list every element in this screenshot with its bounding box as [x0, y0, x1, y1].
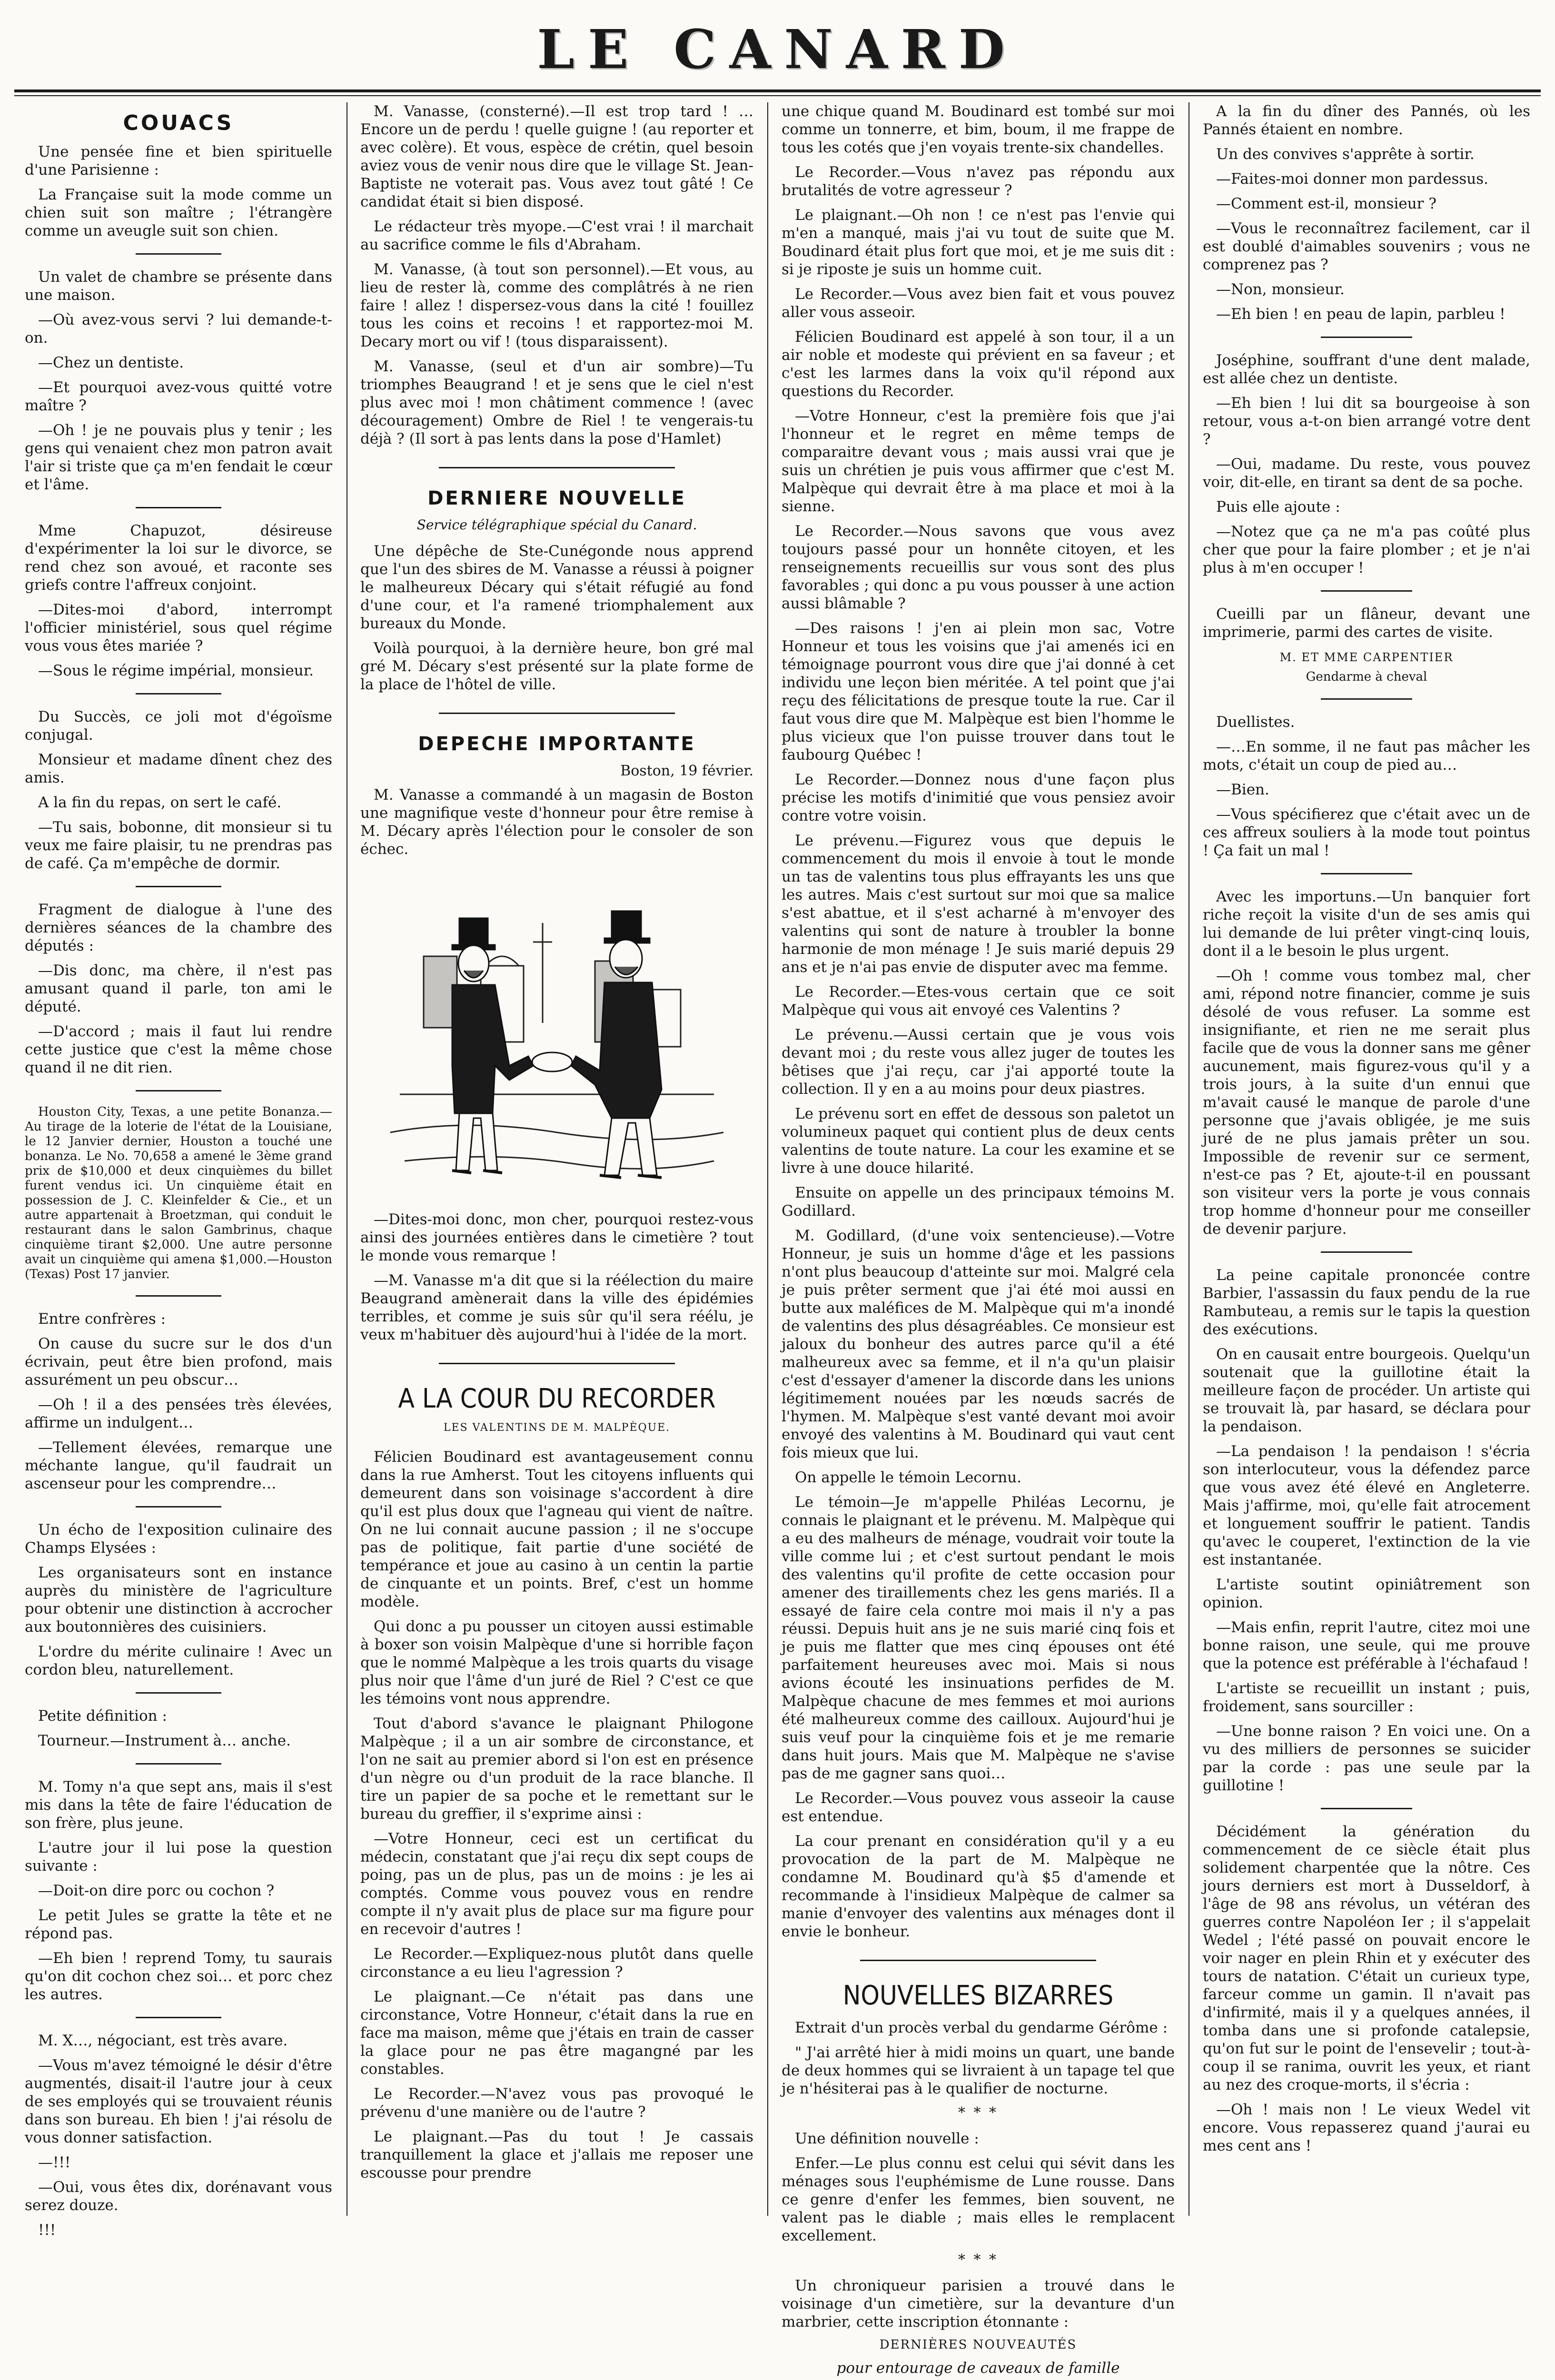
paragraph: " J'ai arrêté hier à midi moins un quart, une bande de deux hommes qui se livraient à un tapage tel que je n'hésiterai pas à le qualifier de nocturne.: [782, 2044, 1175, 2097]
paragraph: L'ordre du mérite culinaire ! Avec un cordon bleu, naturellement.: [25, 1643, 332, 1678]
paragraph: Entre confrères :: [38, 1310, 166, 1328]
paragraph: Monsieur et madame dînent chez des amis.: [25, 751, 332, 786]
paragraph: Les organisateurs sont en instance auprès du ministère de l'agriculture pour obtenir une distinction à accrocher aux boutonnières des cuisiniers.: [25, 1564, 332, 1636]
paragraph: M. X…, négociant, est très avare.: [38, 2032, 288, 2049]
masthead-rule: [14, 89, 1541, 92]
column-3: [771, 102, 1185, 2377]
paragraph: —Doit-on dire porc ou cochon ?: [38, 1882, 275, 1899]
paragraph: Le Recorder.—Vous n'avez pas répondu aux brutalités de votre agresseur ?: [782, 164, 1175, 199]
paragraph: —Eh bien ! en peau de lapin, parbleu !: [1216, 306, 1505, 323]
paragraph: Fragment de dialogue à l'une des dernières séances de la chambre des députés :: [25, 901, 332, 954]
depeche-heading: DEPECHE IMPORTANTE: [418, 733, 696, 755]
paragraph: —Oui, madame. Du reste, vous pouvez voir, dit-elle, en tirant sa dent de sa poche.: [1203, 456, 1530, 491]
asterism: * * *: [958, 2251, 999, 2268]
paragraph: La cour prenant en considération qu'il y a eu provocation de la part de M. Malpèque ne condamne M. Boudinard qu'à $5 d'amende et recommande à l'insidieux Malpèque de calmer sa manie d'envoyer des valentins aux ménages dont il envie le bonheur.: [782, 1833, 1175, 1940]
separator: [136, 1506, 222, 1507]
paragraph: —!!!: [38, 2154, 71, 2171]
column-rule: [767, 102, 768, 2216]
separator: [1321, 1808, 1413, 1809]
paragraph: Le témoin—Je m'appelle Philéas Lecornu, je connais le plaignant et le prévenu. M. Malpèque qui a eu des malheurs de ménage, voudrait voir toute la ville comme lui ; et c'est surtout pendant le mois des valentins qu'il profite de cette occasion pour amener des tiraillements chez les gens mariés. Il a essayé de faire cela contre moi mais il n'y a pas réussi. Depuis huit ans je ne suis marié cinq fois et je puis me flatter que mes cinq épouses ont été parfaitement heureuses avec moi. Mais si nous avions écouté les insinuations perfides de M. Malpèque chacune de mes femmes et moi aurions été malheureux comme des cailloux. Aujourd'hui je suis veuf pour la cinquième fois et je me remarie dans huit jours. Mais que M. Malpèque ne s'avise pas de me gagner sans quoi…: [782, 1494, 1175, 1782]
cour-recorder-subtitle: LES VALENTINS DE M. MALPÈQUE.: [443, 1422, 671, 1434]
paragraph: —Dites-moi donc, mon cher, pourquoi restez-vous ainsi des journées entières dans le cimetière ? tout le monde vous remarque !: [360, 1211, 753, 1264]
separator: [136, 1090, 222, 1091]
paragraph: —D'accord ; mais il faut lui rendre cette justice que c'est la même chose quand il ne dit rien.: [25, 1023, 332, 1076]
column-4: [1192, 102, 1541, 2216]
paragraph: Une pensée fine et bien spirituelle d'une Parisienne :: [25, 143, 332, 178]
visiting-card-name: M. ET MME CARPENTIER: [1279, 651, 1454, 664]
asterism: * * *: [958, 2104, 999, 2121]
paragraph: —Sous le régime impérial, monsieur.: [38, 662, 314, 679]
paragraph: —M. Vanasse m'a dit que si la réélection du maire Beaugrand amènerait dans la ville des épidémies terribles, et comme je suis sûr qu'il sera réélu, je veux m'habituer dès aujourd'hui à l'idée de la mort.: [360, 1272, 753, 1343]
paragraph: —Mais enfin, reprit l'autre, citez moi une bonne raison, une seule, qui me prouve que la potence est préférable à l'échafaud !: [1203, 1619, 1530, 1672]
paragraph: Cueilli par un flâneur, devant une imprimerie, parmi des cartes de visite.: [1203, 605, 1530, 641]
paragraph: Un chroniqueur parisien a trouvé dans le voisinage d'un cimetière, sur la devanture d'un marbrier, cette inscription étonnante :: [782, 2277, 1175, 2330]
paragraph: —Notez que ça ne m'a pas coûté plus cher que pour la faire plomber ; et je n'ai plus à m'en occuper !: [1203, 523, 1530, 576]
paragraph: Le plaignant.—Pas du tout ! Je cassais tranquillement la glace et j'allais me reposer une escousse pour prendre: [360, 2128, 753, 2182]
paragraph: Voilà pourquoi, à la dernière heure, bon gré mal gré M. Décary s'est présenté sur la plate forme de la place de l'hôtel de ville.: [360, 640, 753, 693]
paragraph: Le Recorder.—Vous avez bien fait et vous pouvez aller vous asseoir.: [782, 286, 1175, 321]
paragraph: M. Godillard, (d'une voix sentencieuse).—Votre Honneur, je suis un homme d'âge et les passions n'ont plus beaucoup d'atteinte sur moi. Malgré cela je puis prêter serment que j'ai été moi aussi en butte aux maléfices de M. Malpèque qui m'a inondé de valentins des plus désagréables. Ce monsieur est jaloux du bonheur des autres parce qu'il a été malheureux avec sa femme, et il n'a qu'un plaisir c'est d'essayer d'amener la discorde dans les unions légitimement nouées par les nœuds sacrés de l'hymen. M. Malpèque s'est vanté devant moi avoir envoyé des valentins à M. Boudinard qui vaut cent fois mieux que lui.: [782, 1227, 1175, 1461]
separator: [136, 1692, 222, 1694]
paragraph: Un écho de l'exposition culinaire des Champs Elysées :: [25, 1521, 332, 1557]
paragraph: Le Recorder.—Etes-vous certain que ce soit Malpèque qui vous ait envoyé ces Valentins ?: [782, 983, 1175, 1019]
paragraph: Le prévenu.—Figurez vous que depuis le commencement du mois il envoie à tout le monde un tas de valentins tous plus effrayants les uns que les autres. Mais c'est surtout sur moi que sa malice s'est abattue, et il s'est acharné à m'envoyer des valentins qui sont de nature à troubler la bonne harmonie de mon ménage ! Je suis marié depuis 29 ans et je n'ai pas envie de disputer avec ma femme.: [782, 832, 1175, 976]
paragraph: Un valet de chambre se présente dans une maison.: [25, 268, 332, 304]
paragraph: Le plaignant.—Ce n'était pas dans une circonstance, Votre Honneur, c'était dans la rue en face ma maison, même que j'étais en train de casser la glace pour ne pas être magangné par les constables.: [360, 1988, 753, 2078]
paragraph: Une dépêche de Ste-Cunégonde nous apprend que l'un des sbires de M. Vanasse a réussi à poigner le malheureux Décary qui s'était réfugié au fond d'une cour, et l'a ramené triomphalement aux bureaux du Monde.: [360, 543, 753, 632]
paragraph: Tout d'abord s'avance le plaignant Philogone Malpèque ; il a un air sombre de circonstance, et l'on ne sait au premier abord si l'on est en présence d'un nègre ou d'un produit de la race blanche. Il tire un papier de sa poche et le remettant sur le bureau du greffier, il s'exprime ainsi :: [360, 1715, 753, 1823]
paragraph: Félicien Boudinard est appelé à son tour, il a un air noble et modeste qui prévient en sa faveur ; et c'est les larmes dans la voix qu'il répond aux questions du Recorder.: [782, 328, 1175, 400]
paragraph: Le Recorder.—Vous pouvez vous asseoir la cause est entendue.: [782, 1790, 1175, 1825]
paragraph: —Et pourquoi avez-vous quitté votre maître ?: [25, 379, 332, 414]
paragraph: M. Vanasse a commandé à un magasin de Boston une magnifique veste d'honneur pour être remise à M. Décary après l'élection pour le consoler de son échec.: [360, 786, 753, 858]
derniere-nouvelle-heading: DERNIERE NOUVELLE: [427, 487, 686, 509]
paragraph: —Où avez-vous servi ? lui demande-t-on.: [25, 311, 332, 347]
separator: [1321, 1251, 1413, 1253]
depeche-dateline: Boston, 19 février.: [620, 763, 753, 779]
paragraph: Un des convives s'apprête à sortir.: [1216, 146, 1475, 163]
paragraph: Du Succès, ce joli mot d'égoïsme conjugal.: [25, 708, 332, 744]
paragraph: —Chez un dentiste.: [38, 354, 184, 371]
column-2: [350, 102, 764, 2216]
paragraph: M. Vanasse, (seul et d'un air sombre)—Tu triomphes Beaugrand ! et je sens que le ciel n'est plus avec moi ! mon châtiment commence ! (avec découragement) Ombre de Riel ! te vengerais-tu déjà ? (Il sort à pas lents dans la pose d'Hamlet): [360, 358, 753, 447]
paragraph: Mme Chapuzot, désireuse d'expérimenter la loi sur le divorce, se rend chez son avoué, et raconte ses griefs contre l'affreux conjoint.: [25, 522, 332, 594]
paragraph: Avec les importuns.—Un banquier fort riche reçoit la visite d'un de ses amis qui lui demande de lui prêter vingt-cinq louis, dont il a le besoin le plus urgent.: [1203, 888, 1530, 960]
separator: [439, 1363, 675, 1364]
paragraph: On en causait entre bourgeois. Quelqu'un soutenait que la guillotine était la meilleure façon de procéder. Un artiste qui se trouvait là, par hasard, se déclara pour la pendaison.: [1203, 1346, 1530, 1435]
paragraph: —Tu sais, bobonne, dit monsieur si tu veux me faire plaisir, tu ne prendras pas de café. Ça m'empêche de dormir.: [25, 819, 332, 872]
separator: [136, 507, 222, 508]
paragraph: Le petit Jules se gratte la tête et ne répond pas.: [25, 1907, 332, 1942]
masthead-rule-thin: [14, 95, 1541, 96]
masthead: [0, 14, 1555, 86]
paragraph: —Eh bien ! reprend Tomy, tu saurais qu'on dit cochon chez soi… et porc chez les autres.: [25, 1950, 332, 2003]
paragraph: A la fin du repas, on sert le café.: [38, 794, 282, 811]
paragraph: A la fin du dîner des Pannés, où les Pannés étaient en nombre.: [1203, 103, 1530, 138]
cour-recorder-heading: A LA COUR DU RECORDER: [398, 1383, 716, 1414]
separator: [136, 2017, 222, 2018]
paragraph: Houston City, Texas, a une petite Bonanza.—Au tirage de la loterie de l'état de la Louisiane, le 12 Janvier dernier, Houston a touché une bonanza. Le No. 70,658 a amené le 3ème grand prix de $10,000 et deux cinquièmes du billet furent vendus ici. Un cinquième était en possession de J. C. Kleinfelder & Cie., et un autre appartenait à Broetzman, qui conduit le restaurant dans le salon Gambrinus, chaque cinquième tirant $2,000. Une autre personne avait un cinquième qui amena $1,000.—Houston (Texas) Post 17 janvier.: [25, 1105, 332, 1281]
paragraph: !!!: [38, 2221, 56, 2239]
paragraph: —Eh bien ! lui dit sa bourgeoise à son retour, vous a-t-on bien arrangé votre dent ?: [1203, 395, 1530, 448]
paragraph: Ensuite on appelle un des principaux témoins M. Godillard.: [782, 1184, 1175, 1220]
paragraph: —Votre Honneur, c'est la première fois que j'ai l'honneur et le regret en même temps de comparaitre devant vous ; mais aussi vrai que je suis un chrétien je puis vous affirmer que c'est M. Malpèque qui devrait être à ma place et moi à la sienne.: [782, 407, 1175, 515]
paragraph: Tourneur.—Instrument à… anche.: [38, 1732, 291, 1749]
paragraph: Le Recorder.—N'avez vous pas provoqué le prévenu d'une manière ou de l'autre ?: [360, 2085, 753, 2121]
paragraph: Enfer.—Le plus connu est celui qui sévit dans les ménages sous l'euphémisme de Lune rousse. Dans ce genre d'enfer les femmes, bien souvent, ne valent pas le diable ; mais elles le remplacent excellement.: [782, 2155, 1175, 2244]
cemetery-illustration: [371, 866, 743, 1199]
paragraph: —Des raisons ! j'en ai plein mon sac, Votre Honneur et tous les voisins que j'ai amenés ici en témoignage pourront vous dire que j'ai donné à cet individu une leçon bien méritée. A tel point que j'ai reçu des félicitations de presque toute la rue. Car il faut vous dire que M. Malpèque est bien l'homme le plus vicieux que l'on puisse trouver dans tout le faubourg Québec !: [782, 620, 1175, 764]
paragraph: —Non, monsieur.: [1216, 281, 1345, 298]
paragraph: M. Vanasse, (consterné).—Il est trop tard ! … Encore un de perdu ! quelle guigne ! (au reporter et avec colère). Et vous, espèce de crétin, quel besoin aviez vous de venir nous dire que le village St. Jean-Baptiste ne voterait pas. Vous avez tout gâté ! Ce candidat était si bien disposé.: [360, 103, 753, 210]
paragraph: L'artiste soutint opiniâtrement son opinion.: [1203, 1576, 1530, 1611]
paragraph: —Tellement élevées, remarque une méchante langue, qu'il faudrait un ascenseur pour les comprendre…: [25, 1439, 332, 1492]
paragraph: La peine capitale prononcée contre Barbier, l'assassin du faux pendu de la rue Rambuteau, a remis sur le tapis la question des exécutions.: [1203, 1267, 1530, 1338]
paragraph: La Française suit la mode comme un chien suit son maître ; l'étrangère comme un aveugle suit son chien.: [25, 186, 332, 239]
paragraph: —Dis donc, ma chère, il n'est pas amusant quand il parle, ton ami le député.: [25, 962, 332, 1015]
paragraph: —Bien.: [1216, 781, 1269, 798]
paragraph: M. Vanasse, (à tout son personnel).—Et vous, au lieu de rester là, comme des complâtrés à ne rien faire ! allez ! dispersez-vous dans la cité ! fouillez tous les coins et recoins ! et rapportez-moi M. Decary mort ou vif ! (tous disparaissent).: [360, 261, 753, 350]
inscription-line: pour entourage de caveaux de famille: [836, 2360, 1120, 2377]
paragraph: —Vous spécifierez que c'était avec un de ces affreux souliers à la mode tout pointus ! Ça fait un mal !: [1203, 806, 1530, 859]
paragraph: —Comment est-il, monsieur ?: [1216, 195, 1436, 212]
paragraph: L'artiste se recueillit un instant ; puis, froidement, sans sourciller :: [1203, 1680, 1530, 1715]
paragraph: une chique quand M. Boudinard est tombé sur moi comme un tonnerre, et bim, boum, il me frappe de tous les cotés que j'en voyais trente-six chandelles.: [782, 103, 1175, 156]
separator: [1321, 698, 1413, 700]
paragraph: Le prévenu sort en effet de dessous son paletot un volumineux paquet qui contient plus de deux cents valentins de toute nature. La cour les examine et se livre à une douce hilarité.: [782, 1105, 1175, 1177]
paragraph: —Oh ! mais non ! Le vieux Wedel vit encore. Vous repasserez quand j'aurai eu mes cent ans !: [1203, 2101, 1530, 2154]
paragraph: Qui donc a pu pousser un citoyen aussi estimable à boxer son voisin Malpèque d'une si horrible façon que le nommé Malpèque a les trois quarts du visage plus noir que l'âme d'un juré de Riel ? C'est ce que les témoins vont nous apprendre.: [360, 1618, 753, 1707]
paragraph: Duellistes.: [1216, 714, 1295, 731]
paragraph: —Une bonne raison ? En voici une. On a vu des milliers de personnes se suicider par la corde : pas une seule par la guillotine !: [1203, 1723, 1530, 1794]
paragraph: Le rédacteur très myope.—C'est vrai ! il marchait au sacrifice comme le fils d'Abraham.: [360, 218, 753, 253]
separator: [860, 1960, 1096, 1961]
separator: [136, 1295, 222, 1297]
paragraph: L'autre jour il lui pose la question suivante :: [25, 1839, 332, 1874]
paragraph: Décidément la génération du commencement de ce siècle était plus solidement charpentée que la nôtre. Ces jours derniers est mort à Dusseldorf, à l'âge de 98 ans révolus, un vétéran des guerres contre Napoléon Ier ; il s'appelait Wedel ; l'été passé on pouvait encore le voir nager en plein Rhin et y exécuter des tours de natation. C'était un curieux type, farceur comme un gamin. Il n'avait pas d'infirmité, mais il y a quelques années, il tomba dans une si profonde catalepsie, qu'on fut sur le point de l'ensevelir ; tout-à-coup il se ranima, ouvrit les yeux, et riant au nez des croque-morts, il s'écria :: [1203, 1823, 1530, 2093]
paragraph: On cause du sucre sur le dos d'un écrivain, peut être bien profond, mais assurément un peu obscur…: [25, 1335, 332, 1388]
paragraph: Le Recorder.—Donnez nous d'une façon plus précise les motifs d'inimitié que vous pensiez avoir contre votre voisin.: [782, 771, 1175, 824]
separator: [1321, 337, 1413, 338]
paragraph: Le plaignant.—Oh non ! ce n'est pas l'envie qui m'en a manqué, mais j'ai vu tout de suite que M. Boudinard était plus fort que moi, et je me suis dit : si je riposte je suis un homme cuit.: [782, 207, 1175, 278]
separator: [136, 886, 222, 887]
paragraph: Le Recorder.—Expliquez-nous plutôt dans quelle circonstance a eu lieu l'agression ?: [360, 1945, 753, 1981]
separator: [136, 693, 222, 694]
paragraph: Une définition nouvelle :: [795, 2130, 979, 2147]
masthead-title: LE CANARD: [537, 19, 1018, 81]
separator: [1321, 590, 1413, 592]
paragraph: Le prévenu.—Aussi certain que je vous vois devant moi ; du reste vous allez juger de toutes les bêtises que j'ai reçu, car j'ai apporté toute la collection. Il y en a au moins pour deux piastres.: [782, 1026, 1175, 1098]
separator: [136, 253, 222, 255]
paragraph: —La pendaison ! la pendaison ! s'écria son interlocuteur, vous la défendez parce que vous avez été élevé en Angleterre. Mais j'affirme, moi, qu'elle fait atrocement et longuement souffrir le patient. Tandis qu'avec le couperet, l'extinction de la vie est instantanée.: [1203, 1443, 1530, 1568]
paragraph: Félicien Boudinard est avantageusement connu dans la rue Amherst. Tout les citoyens influents qui demeurent dans son voisinage s'accordent à dire qu'il est plus doux que l'agneau qui vient de naître. On ne lui connait aucune passion ; il ne s'occupe pas de politique, fait partie d'une société de tempérance et joue au casino à un centin la partie de cinquante et un points. Bref, c'est un homme modèle.: [360, 1448, 753, 1610]
paragraph: Extrait d'un procès verbal du gendarme Gérôme :: [795, 2019, 1168, 2036]
separator: [1321, 873, 1413, 874]
paragraph: —Dites-moi d'abord, interrompt l'officier ministériel, sous quel régime vous vous êtes mariée ?: [25, 601, 332, 654]
paragraph: —Votre Honneur, ceci est un certificat du médecin, constatant que j'ai reçu dix sept coups de poing, pas un de plus, pas un de moins : je les ai comptés. Comme vous pouvez vous en rendre compte il n'y avait plus de place sur ma figure pour en recevoir d'autres !: [360, 1830, 753, 1938]
separator: [439, 713, 675, 714]
nouvelles-bizarres-heading: NOUVELLES BIZARRES: [842, 1980, 1114, 2011]
paragraph: —Oh ! comme vous tombez mal, cher ami, répond notre financier, comme je suis désolé de vous refuser. La somme est insignifiante, et rien ne me serait plus facile que de vous la donner sans me gêner aucunement, mais figurez-vous qu'il y a trois jours, à la suite d'un ennui que m'avait causé le manque de parole d'une personne que j'avais obligée, je me suis juré de ne plus jamais prêter un sou. Impossible de revenir sur ce serment, n'est-ce pas ? Et, ajoute-t-il en poussant son visiteur vers la porte je vous connais trop homme d'honneur pour me conseiller de devenir parjure.: [1203, 967, 1530, 1238]
paragraph: Le Recorder.—Nous savons que vous avez toujours passé pour un honnête citoyen, et les renseignements recueillis sur vous sont des plus favorables ; qui donc a pu vous pousser à une action aussi blâmable ?: [782, 523, 1175, 612]
paragraph: —Oh ! il a des pensées très élevées, affirme un indulgent…: [25, 1396, 332, 1431]
inscription-title: DERNIÈRES NOUVEAUTÉS: [879, 2338, 1077, 2352]
visiting-card-title: Gendarme à cheval: [1306, 670, 1427, 684]
paragraph: Joséphine, souffrant d'une dent malade, est allée chez un dentiste.: [1203, 352, 1530, 387]
paragraph: Puis elle ajoute :: [1216, 498, 1340, 516]
paragraph: —Oui, vous êtes dix, dorénavant vous serez douze.: [25, 2179, 332, 2214]
paragraph: —Vous m'avez témoigné le désir d'être augmentés, disait-il l'autre jour à ceux de ses employés qui se trouvaient réunis dans son bureau. Eh bien ! j'ai résolu de vous donner satisfaction.: [25, 2057, 332, 2146]
separator: [136, 1763, 222, 1765]
paragraph: Petite définition :: [38, 1707, 167, 1725]
paragraph: M. Tomy n'a que sept ans, mais il s'est mis dans la tête de faire l'éducation de son frère, plus jeune.: [25, 1778, 332, 1832]
column-1: [14, 102, 343, 2239]
paragraph: —Vous le reconnaîtrez facilement, car il est doublé d'aimables souvenirs ; vous ne comprenez pas ?: [1203, 220, 1530, 273]
paragraph: —…En somme, il ne faut pas mâcher les mots, c'était un coup de pied au…: [1203, 738, 1530, 774]
derniere-nouvelle-subtitle: Service télégraphique spécial du Canard.: [416, 517, 697, 533]
separator: [439, 467, 675, 468]
paragraph: —Faites-moi donner mon pardessus.: [1216, 170, 1489, 188]
paragraph: —Oh ! je ne pouvais plus y tenir ; les gens qui venaient chez mon patron avait l'air si triste que ça m'en fendait le cœur et l'âme.: [25, 422, 332, 493]
paragraph: On appelle le témoin Lecornu.: [795, 1469, 1022, 1486]
couacs-heading: COUACS: [123, 111, 234, 135]
